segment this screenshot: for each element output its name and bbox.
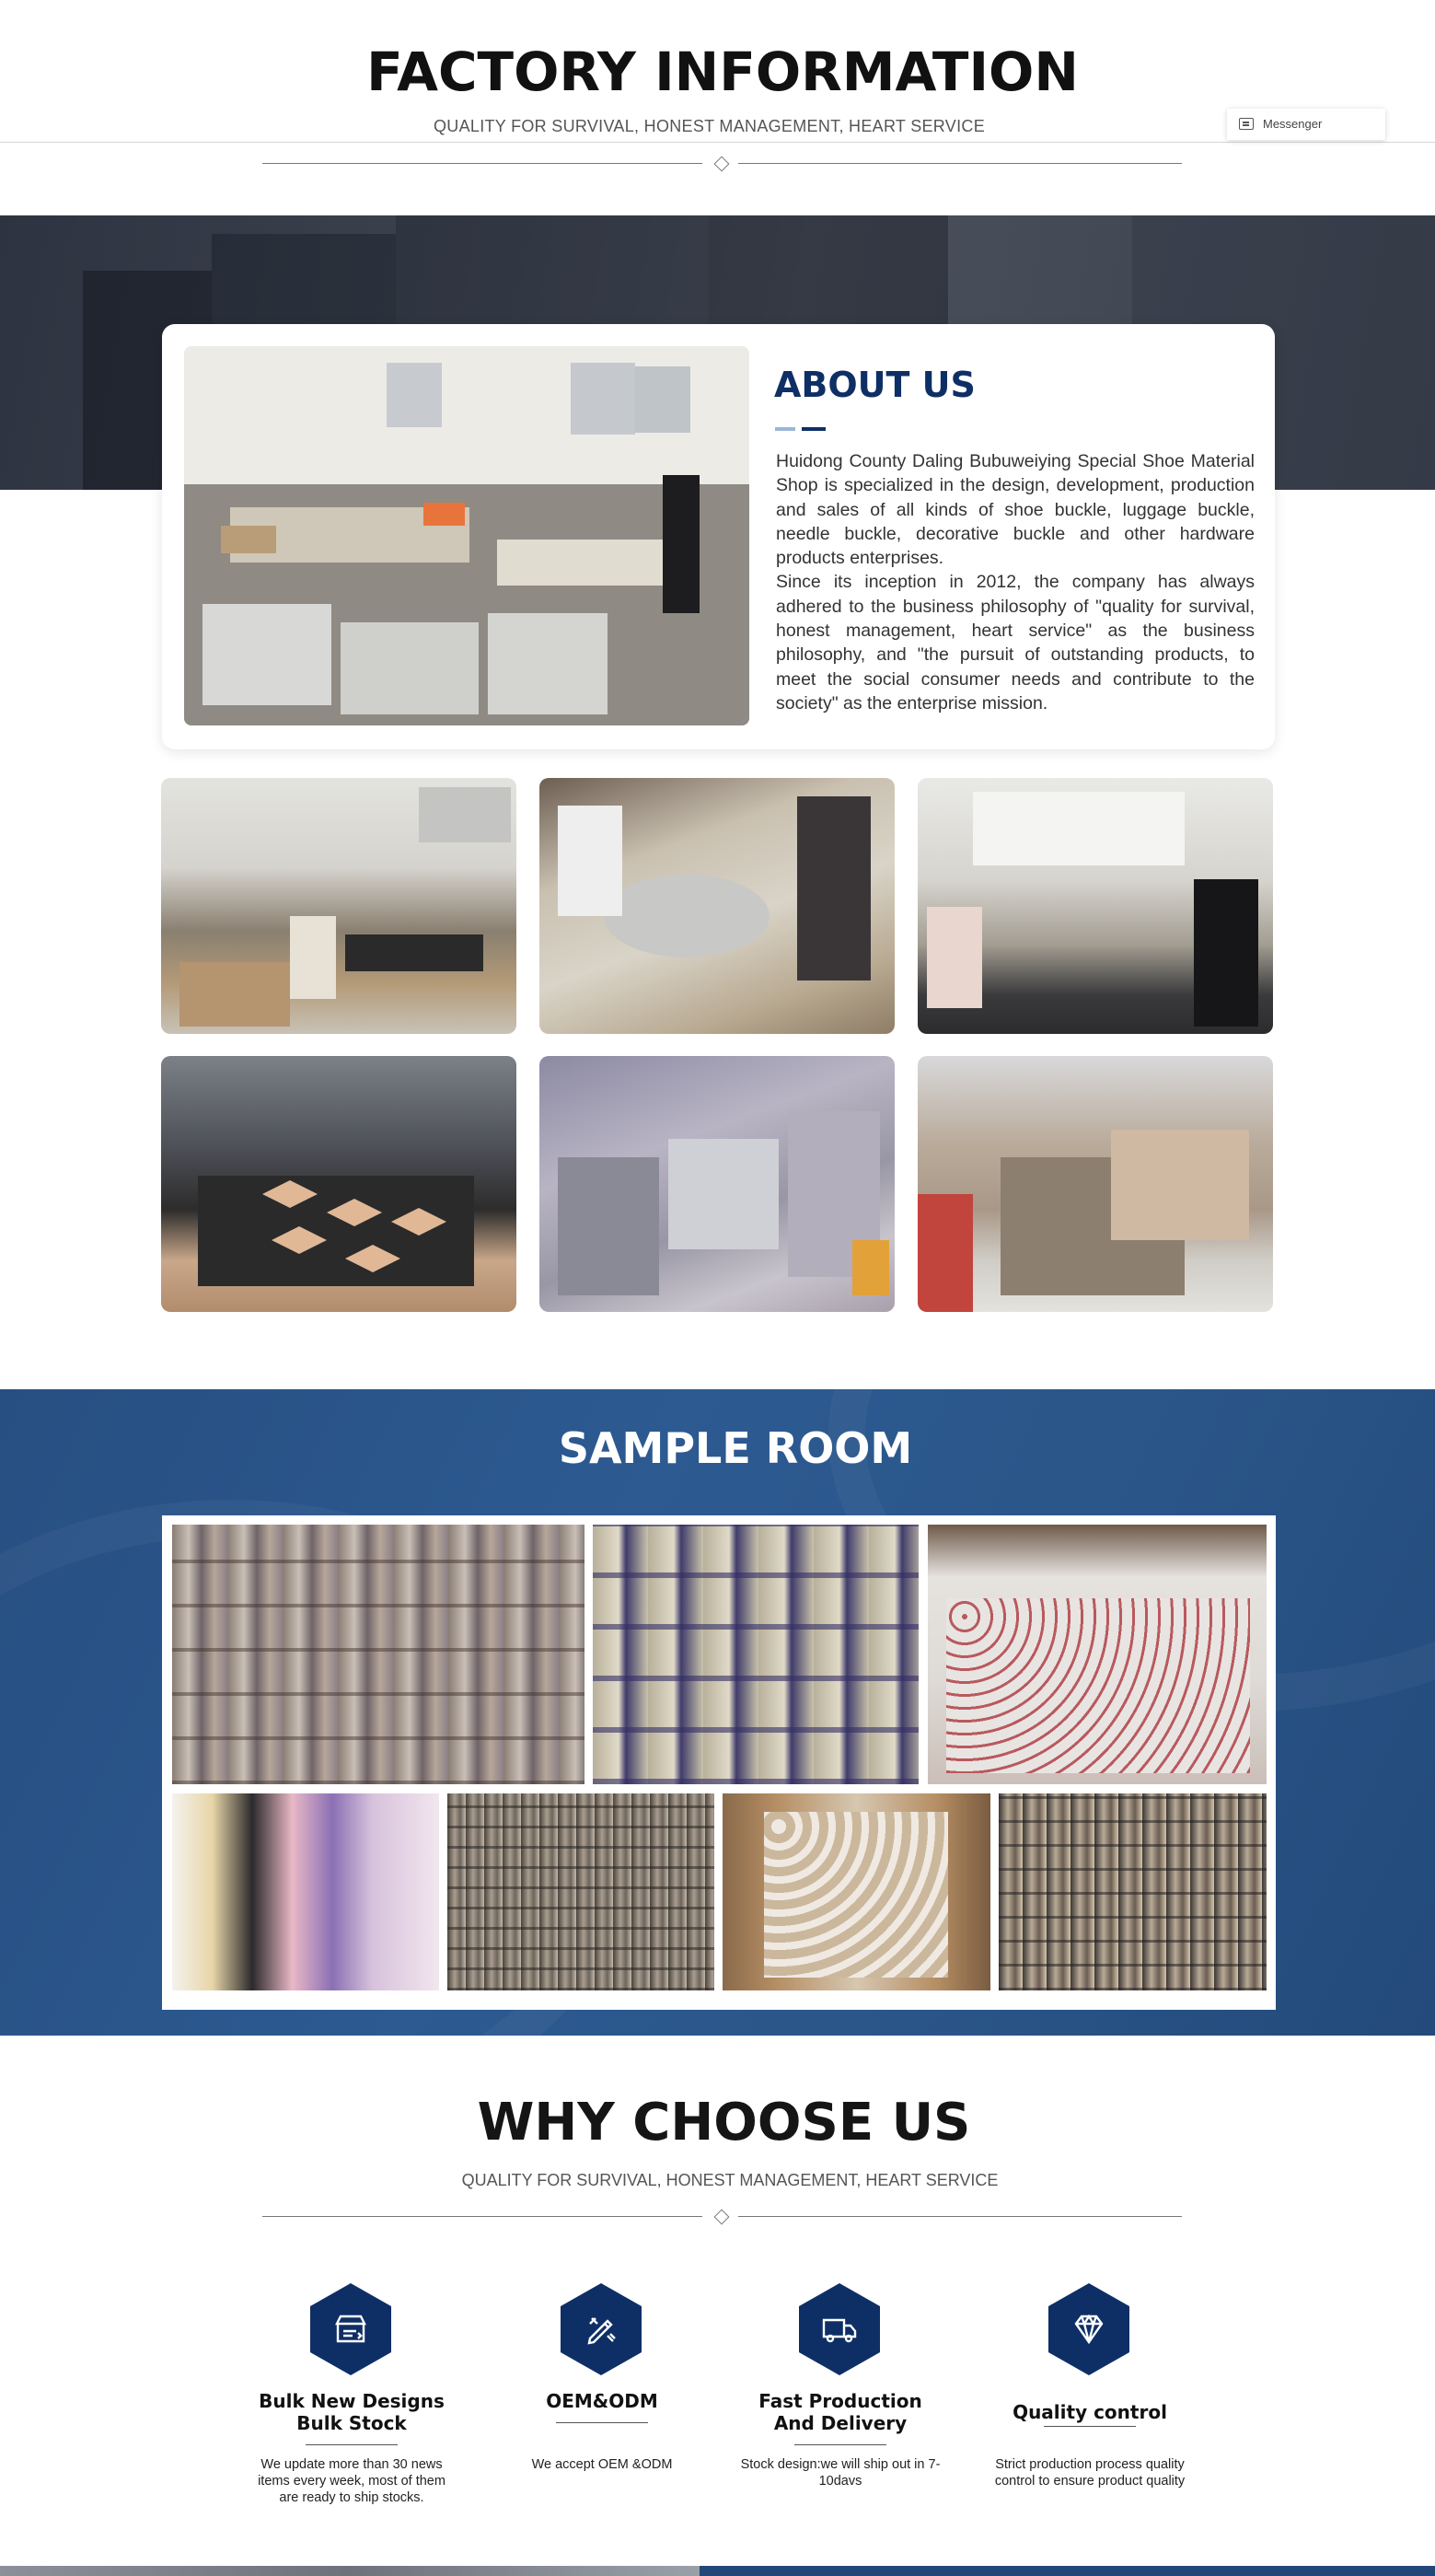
delivery-truck-icon xyxy=(799,2283,880,2375)
about-card xyxy=(162,324,1275,749)
feature-description: Stock design:we will ship out in 7-10davs xyxy=(740,2457,941,2489)
factory-photo xyxy=(918,1056,1273,1312)
messenger-icon xyxy=(1239,118,1254,130)
page-subtitle: QUALITY FOR SURVIVAL, HONEST MANAGEMENT, HEART SERVICE xyxy=(433,117,985,135)
feature-bulk-new-designs xyxy=(246,2283,457,2513)
header-divider xyxy=(262,157,1182,171)
page-title: FACTORY INFORMATION xyxy=(366,41,1079,103)
feature-rule xyxy=(556,2422,648,2423)
divider-diamond-icon xyxy=(714,2210,730,2225)
feature-rule xyxy=(794,2444,886,2445)
feature-rule xyxy=(1044,2426,1136,2427)
feature-oem-odm xyxy=(496,2283,708,2513)
about-factory-photo xyxy=(184,346,749,725)
feature-title: Bulk New Designs Bulk Stock xyxy=(259,2390,445,2434)
feature-title: Quality control xyxy=(1013,2401,1167,2423)
feature-description: We accept OEM &ODM xyxy=(531,2457,673,2472)
why-choose-title: WHY CHOOSE US xyxy=(477,2093,971,2152)
sample-photo xyxy=(593,1525,919,1784)
about-paragraph: Huidong County Daling Bubuweiying Special Shoe Material Shop is specialized in the design, development, production and sales of all kinds of shoe buckle, luggage buckle, needle buckle, decorative buckle and other hardware products enterprises. xyxy=(776,451,1255,569)
messenger-label: Messenger xyxy=(1263,117,1323,131)
factory-photo xyxy=(539,778,895,1034)
design-tools-icon xyxy=(561,2283,642,2375)
about-accent-bar xyxy=(775,427,795,431)
sample-photo xyxy=(172,1793,439,1990)
feature-fast-production xyxy=(735,2283,946,2513)
sample-photo xyxy=(723,1793,990,1990)
sample-room-title: SAMPLE ROOM xyxy=(558,1423,913,1473)
feature-title: OEM&ODM xyxy=(546,2390,658,2412)
about-title: ABOUT US xyxy=(774,365,976,405)
messenger-button[interactable] xyxy=(1227,109,1385,140)
sample-room-gallery xyxy=(162,1515,1276,2010)
sample-photo xyxy=(999,1793,1267,1990)
sample-photo xyxy=(928,1525,1267,1784)
factory-photo xyxy=(539,1056,895,1312)
new-designs-box-icon xyxy=(310,2283,391,2375)
feature-quality-control xyxy=(984,2283,1196,2513)
feature-rule xyxy=(306,2444,398,2445)
diamond-icon xyxy=(1048,2283,1129,2375)
header xyxy=(0,0,1435,215)
footer-image-strip xyxy=(700,2566,1435,2576)
why-choose-subtitle: QUALITY FOR SURVIVAL, HONEST MANAGEMENT, HEART SERVICE xyxy=(461,2171,999,2189)
sample-photo xyxy=(447,1793,714,1990)
factory-photo xyxy=(161,1056,516,1312)
factory-photo xyxy=(161,778,516,1034)
feature-description: We update more than 30 news items every week, most of them are ready to ship stocks. xyxy=(258,2457,446,2505)
about-accent-bar xyxy=(802,427,826,431)
about-paragraph: Since its inception in 2012, the company has always adhered to the business philosophy of "quality for survival, honest management, heart service" as the business philosophy, and "the pursuit of outstanding products, to meet the social consumer needs and contribute to the society" as the enterprise mission. xyxy=(776,572,1255,714)
feature-title: Fast Production And Delivery xyxy=(758,2390,922,2434)
factory-photo xyxy=(918,778,1273,1034)
header-rule xyxy=(0,142,1435,143)
footer-image-strip xyxy=(0,2566,700,2576)
feature-description: Strict production process quality control to ensure product quality xyxy=(994,2457,1186,2489)
about-description xyxy=(776,449,1255,715)
why-choose-divider xyxy=(262,2210,1182,2224)
divider-diamond-icon xyxy=(714,157,730,172)
sample-room-section xyxy=(0,1389,1435,2036)
sample-photo xyxy=(172,1525,584,1784)
